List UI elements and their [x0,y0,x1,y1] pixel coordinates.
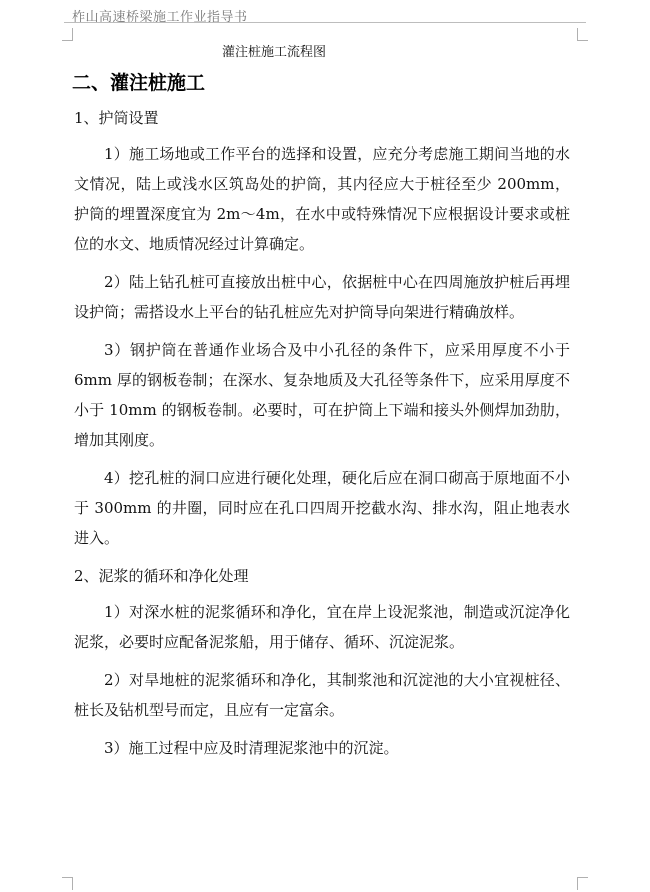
paragraph: 4）挖孔桩的洞口应进行硬化处理，硬化后应在洞口砌高于原地面不小于 300mm 的井圈，同时应在孔口四周开挖截水沟、排水沟，阻止地表水进入。 [74,469,570,547]
crop-mark-top-left [62,28,73,41]
body-text [74,103,570,771]
figure-caption: 灌注桩施工流程图 [221,45,326,60]
paragraph: 3）钢护筒在普通作业场合及中小孔径的条件下，应采用厚度不小于 6mm 厚的钢板卷制；在深水、复杂地质及大孔径等条件下，应采用厚度不小于 10mm 的钢板卷制。必要时，可在护筒上下端和接头外侧焊加劲肋，增加其刚度。 [74,341,570,449]
paragraph: 1）施工场地或工作平台的选择和设置，应充分考虑施工期间当地的水文情况，陆上或浅水区筑岛处的护筒，其内径应大于桩径至少 200mm，护筒的埋置深度宜为 2m～4m，在水中或特殊情况下应根据设计要求或桩位的水文、地质情况经过计算确定。 [74,145,570,253]
crop-mark-top-right [577,28,588,41]
crop-mark-bottom-left [62,877,73,890]
paragraph: 2）对旱地桩的泥浆循环和净化，其制浆池和沉淀池的大小宜视桩径、桩长及钻机型号而定，且应有一定富余。 [74,671,570,719]
paragraph: 1）对深水桩的泥浆循环和净化，宜在岸上设泥浆池，制造或沉淀净化泥浆，必要时应配备泥浆船，用于储存、循环、沉淀泥浆。 [74,603,570,651]
header-rule [64,22,586,23]
paragraph: 3）施工过程中应及时清理泥浆池中的沉淀。 [104,739,399,757]
crop-mark-bottom-right [577,877,588,890]
subsection-heading: 2、泥浆的循环和净化处理 [74,567,249,585]
paragraph: 2）陆上钻孔桩可直接放出桩中心，依据桩中心在四周施放护桩后再埋设护筒；需搭设水上平台的钻孔桩应先对护筒导向架进行精确放样。 [74,273,570,321]
subsection-heading: 1、护筒设置 [74,109,159,127]
section-title: 二、灌注桩施工 [72,72,206,94]
running-header: 柞山高速桥梁施工作业指导书 [72,10,248,25]
